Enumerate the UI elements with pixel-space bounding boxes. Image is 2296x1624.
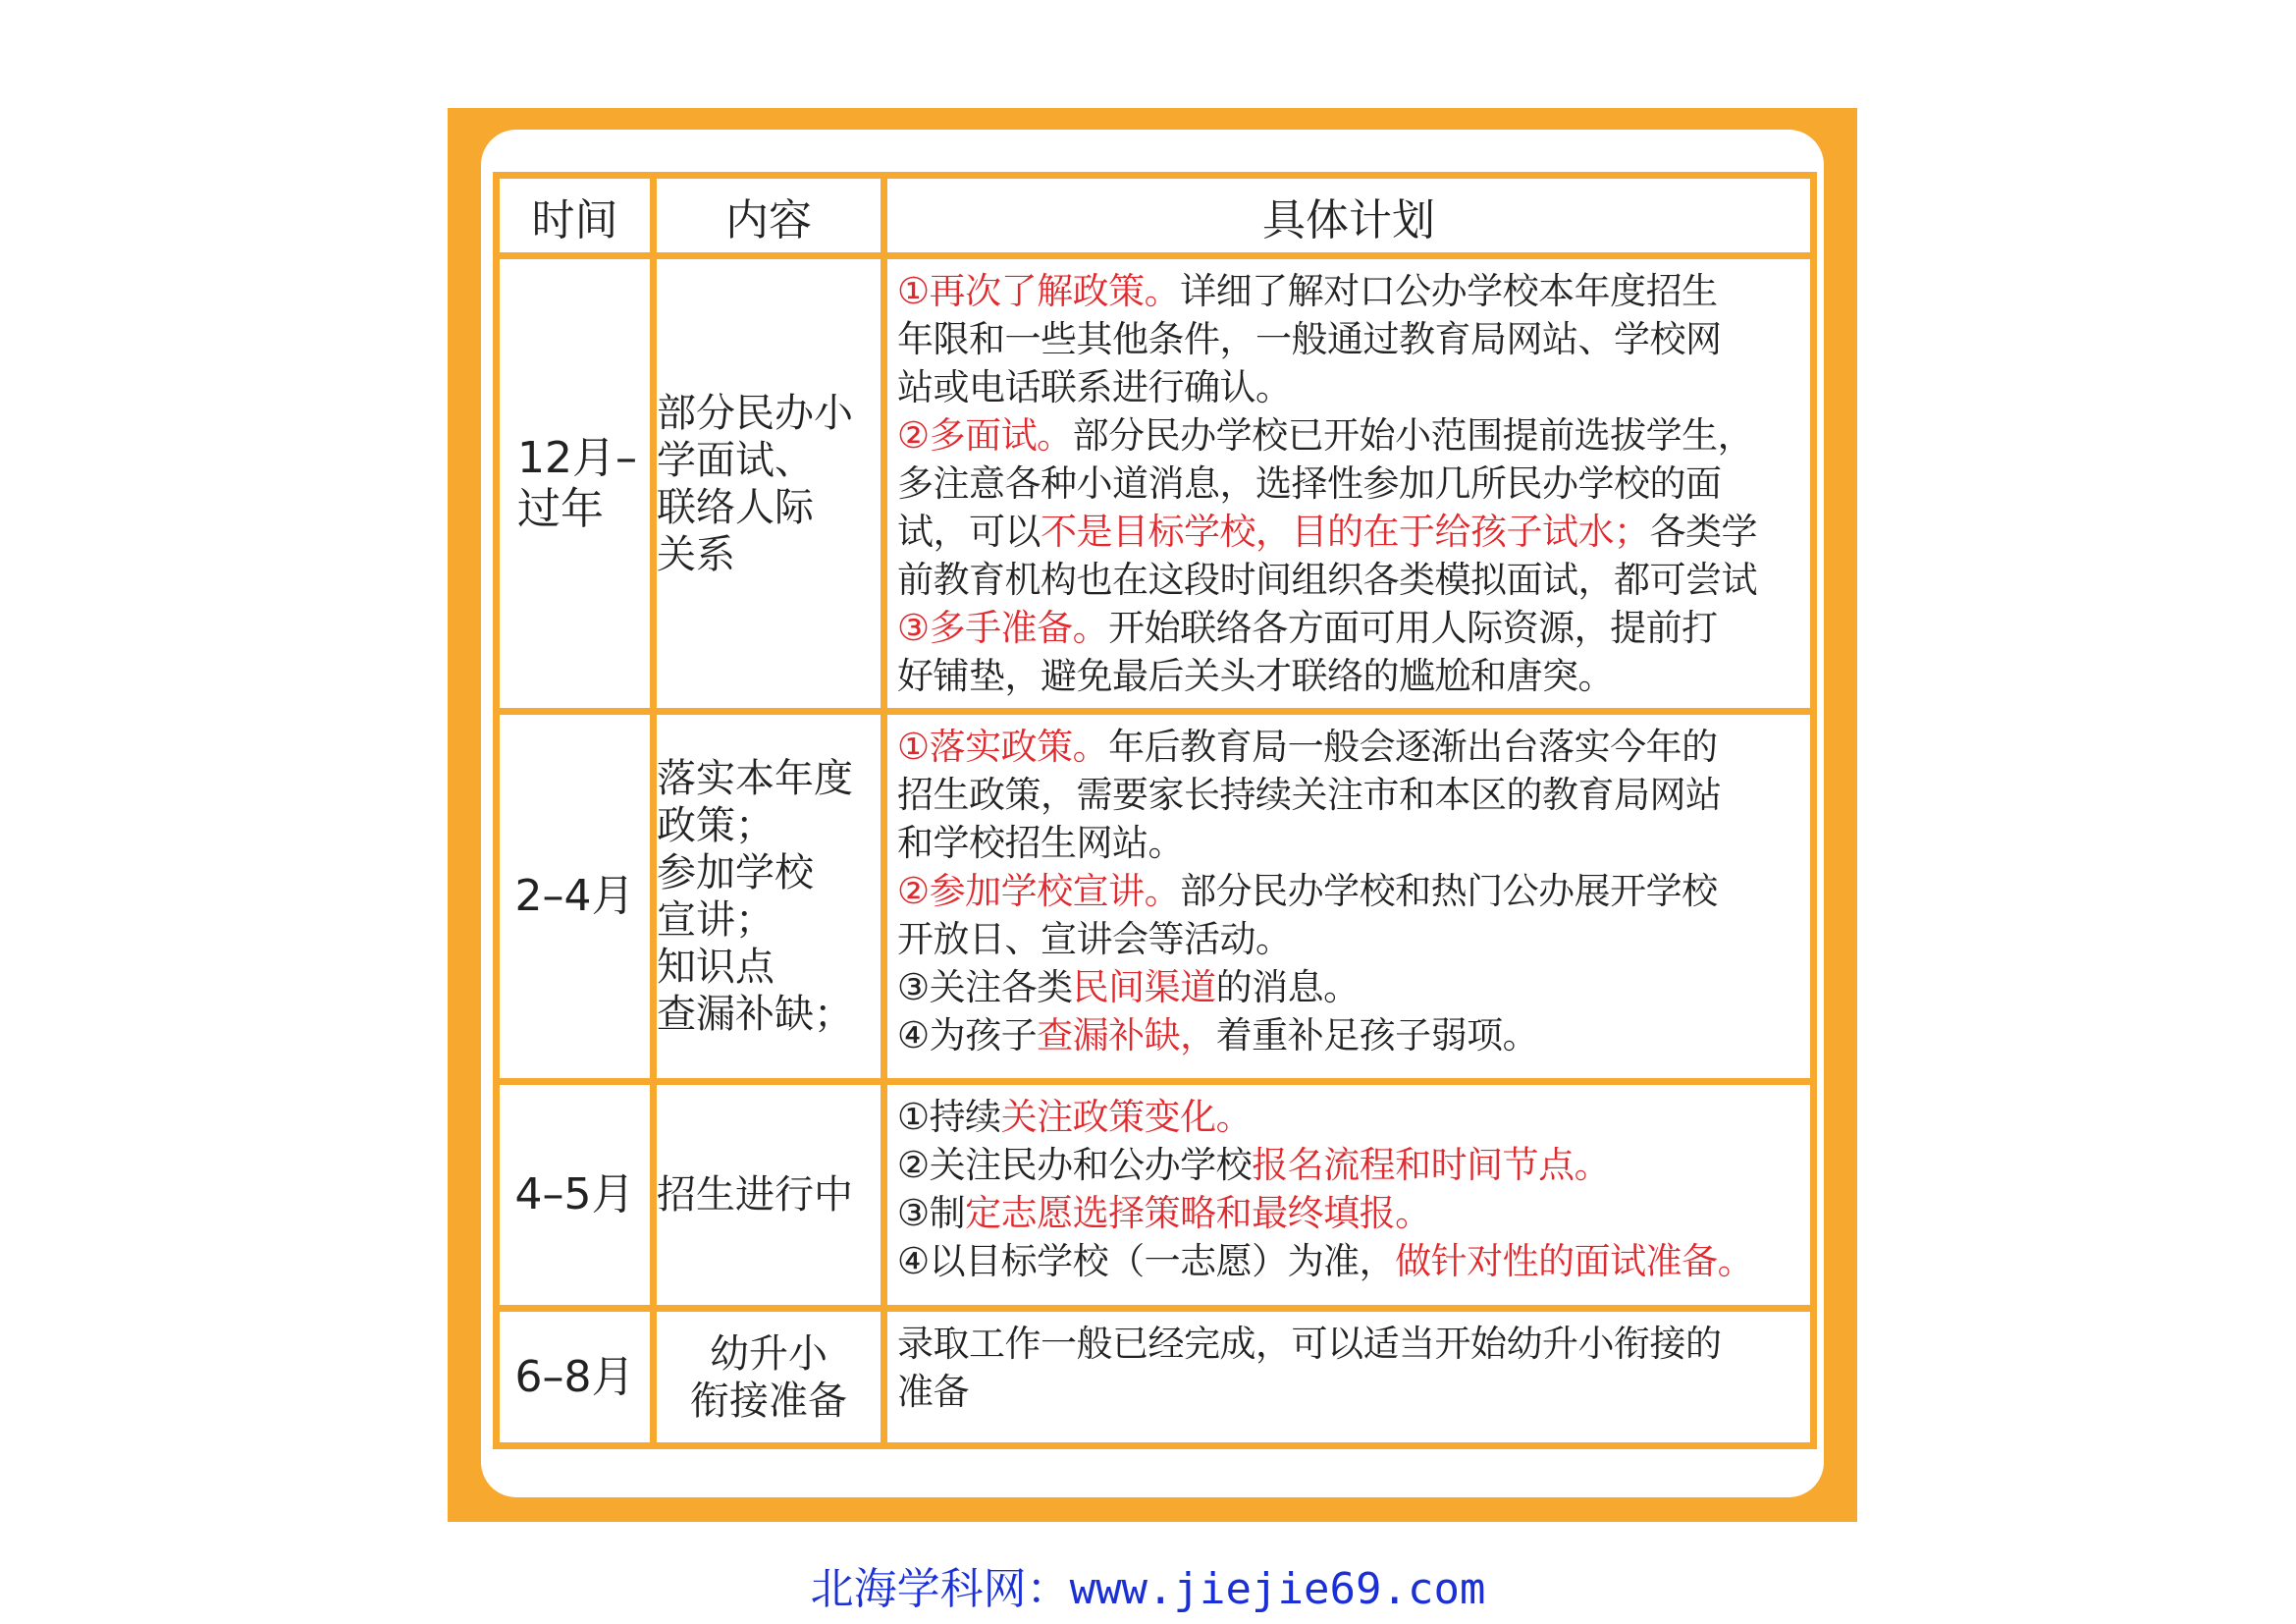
plan-text: 和学校招生网站。 [897,822,1184,864]
highlight-text: ②多面试。 [897,414,1073,457]
plan-line [897,508,1804,556]
plan-line [897,963,1804,1011]
header-content: 内容 [654,176,884,256]
plan-text: 部分民办学校和热门公办展开学校 [1180,870,1718,912]
plan-text: ④为孩子 [897,1014,1038,1056]
plan-text: 好铺垫，避免最后关头才联络的尴尬和唐突。 [897,655,1614,697]
highlight-text: 民间渠道 [1072,966,1216,1008]
plan-text: 年限和一些其他条件，一般通过教育局网站、学校网 [897,318,1722,360]
table-row [497,712,1814,1082]
plan-text: 多注意各种小道消息，选择性参加几所民办学校的面 [897,462,1722,505]
plan-line [897,723,1804,771]
plan-line [897,867,1804,915]
plan-text: ②关注民办和公办学校 [897,1144,1253,1186]
highlight-text: 不是目标学校，目的在于给孩子试水； [1041,511,1650,553]
plan-text: 各类学 [1649,511,1757,553]
plan-line [897,267,1804,315]
plan-line [897,1237,1804,1285]
plan-text: 招生政策，需要家长持续关注市和本区的教育局网站 [897,774,1722,816]
plan-line [897,771,1804,819]
table-row [497,1082,1814,1309]
row-time: 6–8月 [497,1309,654,1446]
plan-text: 着重补足孩子弱项。 [1215,1014,1539,1056]
plan-text: 部分民办学校已开始小范围提前选拔学生， [1072,414,1754,457]
plan-text: ③关注各类 [897,966,1073,1008]
header-time: 时间 [497,176,654,256]
highlight-text: ①落实政策。 [897,726,1109,768]
highlight-text: 报名流程和时间节点。 [1252,1144,1611,1186]
row-detail [884,712,1814,1082]
footer-url[interactable]: www.jiejie69.com [1069,1564,1486,1614]
row-detail [884,256,1814,712]
plan-text: 年后教育局一般会逐渐出台落实今年的 [1108,726,1718,768]
plan-text: ③制 [897,1192,966,1234]
highlight-text: ①再次了解政策。 [897,270,1181,312]
plan-line [897,411,1804,460]
plan-line [897,1093,1804,1141]
table-row [497,1309,1814,1446]
plan-line [897,1011,1804,1059]
highlight-text: ③多手准备。 [897,607,1109,649]
plan-text: 准备 [897,1371,969,1413]
plan-line [897,915,1804,963]
plan-line [897,556,1804,604]
plan-text: 开始联络各方面可用人际资源，提前打 [1108,607,1718,649]
row-content: 幼升小 衔接准备 [654,1309,884,1446]
highlight-text: 关注政策变化。 [1000,1096,1253,1138]
orange-frame [448,108,1857,1522]
plan-line [897,819,1804,867]
highlight-text: 做针对性的面试准备。 [1395,1240,1754,1282]
plan-text: 站或电话联系进行确认。 [897,366,1292,408]
plan-line [897,315,1804,363]
plan-line [897,1189,1804,1237]
row-content: 招生进行中 [654,1082,884,1309]
enrollment-plan-table [493,172,1817,1449]
plan-line [897,652,1804,700]
row-detail [884,1082,1814,1309]
plan-line [897,1141,1804,1189]
row-content: 部分民办小 学面试、 联络人际 关系 [654,256,884,712]
plan-text: 开放日、宣讲会等活动。 [897,918,1292,960]
plan-line [897,1320,1804,1368]
plan-text: ①持续 [897,1096,1001,1138]
plan-card [481,130,1824,1497]
highlight-text: 查漏补缺， [1037,1014,1216,1056]
row-time: 4–5月 [497,1082,654,1309]
highlight-text: ②参加学校宣讲。 [897,870,1181,912]
table-header-row [497,176,1814,256]
plan-line [897,460,1804,508]
row-content: 落实本年度 政策； 参加学校 宣讲； 知识点 查漏补缺； [654,712,884,1082]
row-time: 2–4月 [497,712,654,1082]
plan-text: ④以目标学校（一志愿）为准， [897,1240,1396,1282]
row-time: 12月– 过年 [497,256,654,712]
plan-text: 试，可以 [897,511,1041,553]
plan-text: 前教育机构也在这段时间组织各类模拟面试，都可尝试 [897,559,1757,601]
plan-text: 录取工作一般已经完成，可以适当开始幼升小衔接的 [897,1323,1722,1365]
row-detail [884,1309,1814,1446]
highlight-text: 定志愿选择策略和最终填报。 [965,1192,1431,1234]
plan-text: 的消息。 [1215,966,1360,1008]
header-detail: 具体计划 [884,176,1814,256]
plan-text: 详细了解对口公办学校本年度招生 [1180,270,1718,312]
table-row [497,256,1814,712]
site-footer [0,1553,2296,1616]
plan-line [897,604,1804,652]
plan-line [897,363,1804,411]
plan-line [897,1368,1804,1416]
footer-label: 北海学科网： [810,1564,1070,1614]
